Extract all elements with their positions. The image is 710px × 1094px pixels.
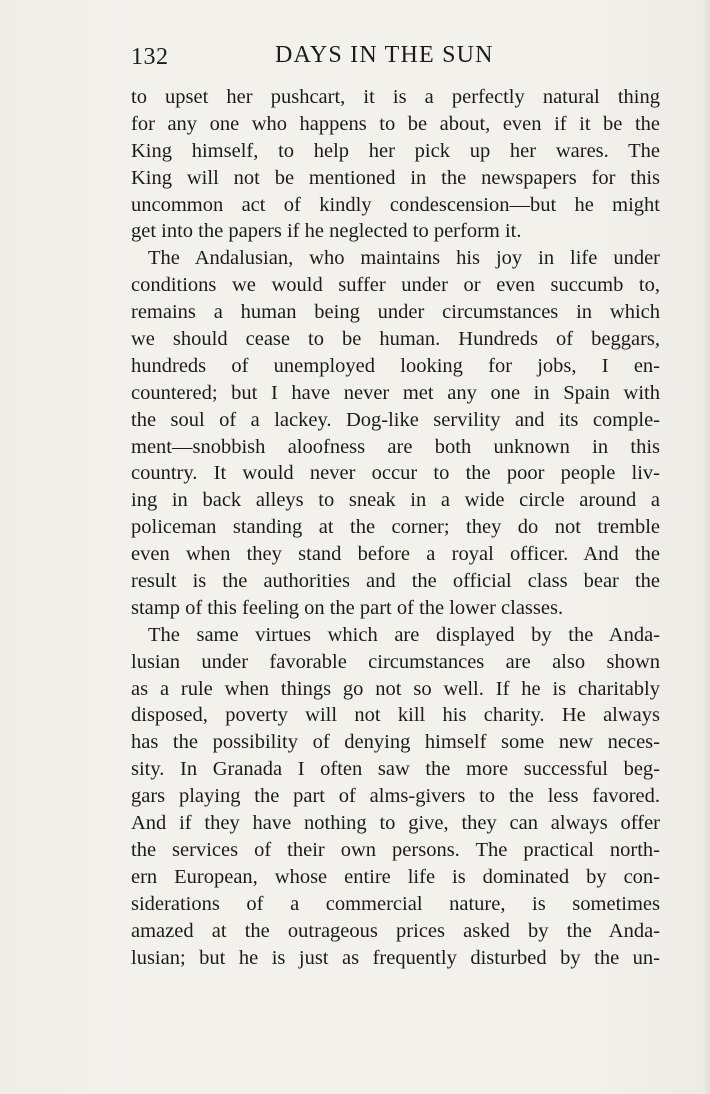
text-line: has the possibility of denying himself some new neces- bbox=[131, 731, 660, 754]
text-line: we should cease to be human. Hundreds of beggars, bbox=[131, 328, 660, 351]
text-line: disposed, poverty will not kill his charity. He always bbox=[131, 704, 660, 727]
text-line: ing in back alleys to sneak in a wide circle around a bbox=[131, 489, 660, 512]
text-line: siderations of a commercial nature, is sometimes bbox=[131, 892, 660, 915]
text-line: even when they stand before a royal officer. And the bbox=[131, 543, 660, 566]
text-line: the soul of a lackey. Dog-like servility and its comple- bbox=[131, 408, 660, 431]
text-line: gars playing the part of alms-givers to the less favored. bbox=[131, 785, 660, 808]
text-line: result is the authorities and the official class bear the bbox=[131, 570, 660, 593]
text-line: ern European, whose entire life is dominated by con- bbox=[131, 865, 660, 888]
text-line: uncommon act of kindly condescension—but he might bbox=[131, 193, 660, 216]
text-line: sity. In Granada I often saw the more successful beg- bbox=[131, 758, 660, 781]
text-line: get into the papers if he neglected to perform it. bbox=[131, 220, 522, 243]
text-line: ment—snobbish aloofness are both unknown in this bbox=[131, 435, 660, 458]
text-line: as a rule when things go not so well. If he is charitably bbox=[131, 677, 660, 700]
text-line: lusian; but he is just as frequently disturbed by the un- bbox=[131, 946, 660, 969]
text-line: The Andalusian, who maintains his joy in life under bbox=[148, 247, 660, 270]
page-edge bbox=[705, 0, 710, 1094]
text-line: amazed at the outrageous prices asked by the Anda- bbox=[131, 919, 660, 942]
text-line: countered; but I have never met any one in Spain with bbox=[131, 381, 660, 404]
body-text bbox=[131, 84, 660, 971]
text-line: lusian under favorable circumstances are also shown bbox=[131, 650, 660, 673]
page-number: 132 bbox=[131, 44, 169, 70]
text-line: King will not be mentioned in the newspapers for this bbox=[131, 166, 660, 189]
text-line: conditions we would suffer under or even succumb to, bbox=[131, 274, 660, 297]
running-title: DAYS IN THE SUN bbox=[275, 42, 494, 68]
text-line: to upset her pushcart, it is a perfectly natural thing bbox=[131, 86, 660, 108]
text-line: for any one who happens to be about, even if it be the bbox=[131, 112, 660, 135]
text-line: And if they have nothing to give, they can always offer bbox=[131, 812, 660, 835]
text-line: remains a human being under circumstances in which bbox=[131, 301, 660, 324]
text-line: the services of their own persons. The practical north- bbox=[131, 838, 660, 861]
text-line: The same virtues which are displayed by the Anda- bbox=[148, 623, 660, 646]
text-line: hundreds of unemployed looking for jobs, I en- bbox=[131, 354, 660, 377]
text-line: policeman standing at the corner; they do not tremble bbox=[131, 516, 660, 539]
text-line: country. It would never occur to the poor people liv- bbox=[131, 462, 660, 485]
text-line: stamp of this feeling on the part of the lower classes. bbox=[131, 596, 564, 619]
text-line: King himself, to help her pick up her wares. The bbox=[131, 139, 660, 162]
